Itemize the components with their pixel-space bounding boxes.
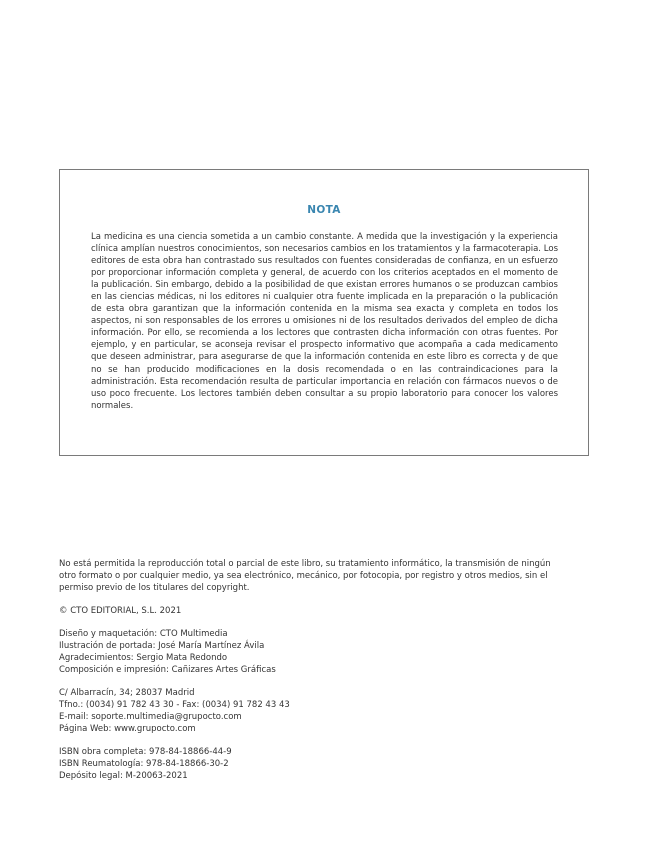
legal-deposit: Depósito legal: M-20063-2021 — [59, 771, 188, 781]
legal-section — [59, 558, 559, 782]
credit-printing: Composición e impresión: Cañizares Artes Gráficas — [59, 665, 276, 675]
credit-design: Diseño y maquetación: CTO Multimedia — [59, 629, 228, 639]
isbn-complete: ISBN obra completa: 978-84-18866-44-9 — [59, 747, 232, 757]
credit-acknowledgements: Agradecimientos: Sergio Mata Redondo — [59, 653, 228, 663]
credit-cover-illustration: Ilustración de portada: José María Martínez Ávila — [59, 641, 265, 651]
note-box — [59, 169, 589, 456]
contact-phone-fax: Tfno.: (0034) 91 782 43 30 - Fax: (0034) 91 782 43 43 — [59, 700, 290, 710]
contact-website: Página Web: www.grupocto.com — [59, 724, 196, 734]
contact-email: E-mail: soporte.multimedia@grupocto.com — [59, 712, 242, 722]
note-body: La medicina es una ciencia sometida a un cambio constante. A medida que la investigación y la experiencia clínica amplían nuestros conocimientos, son necesarios cambios en los tratamientos y la farmacoterapia. Los editores de esta obra han contrastado sus resultados con fuentes consideradas de confianza, en un esfuerzo por proporcionar información completa y general, de acuerdo con los criterios aceptados en el momento de la publicación. Sin embargo, debido a la posibilidad de que existan errores humanos o se produzcan cambios en las ciencias médicas, ni los editores ni cualquier otra fuente implicada en la preparación o la publicación de esta obra garantizan que la información contenida en la misma sea exacta y completa en todos los aspectos, ni son responsables de los errores u omisiones ni de los resultados derivados del empleo de dicha información. Por ello, se recomienda a los lectores que contrasten dicha información con otras fuentes. Por ejemplo, y en particular, se aconseja revisar el prospecto informativo que acompaña a cada medicamento que deseen administrar, para asegurarse de que la información contenida en este libro es correcta y de que no se han producido modificaciones en la dosis recomendada o en las contraindicaciones para la administración. Esta recomendación resulta de particular importancia en relación con fármacos nuevos o de uso poco frecuente. Los lectores también deben consultar a su propio laboratorio para conocer los valores normales. — [91, 232, 558, 411]
contact-address: C/ Albarracín, 34; 28037 Madrid — [59, 688, 195, 698]
rights-notice: No está permitida la reproducción total o parcial de este libro, su tratamiento informático, la transmisión de ningún otro formato o por cualquier medio, ya sea electrónico, mecánico, por fotocopia, por registro y otros medios, sin el permiso previo de los titulares del copyright. — [59, 559, 551, 593]
isbn-volume: ISBN Reumatología: 978-84-18866-30-2 — [59, 759, 229, 769]
note-title: NOTA — [307, 204, 341, 216]
copyright-line: © CTO EDITORIAL, S.L. 2021 — [59, 606, 182, 616]
